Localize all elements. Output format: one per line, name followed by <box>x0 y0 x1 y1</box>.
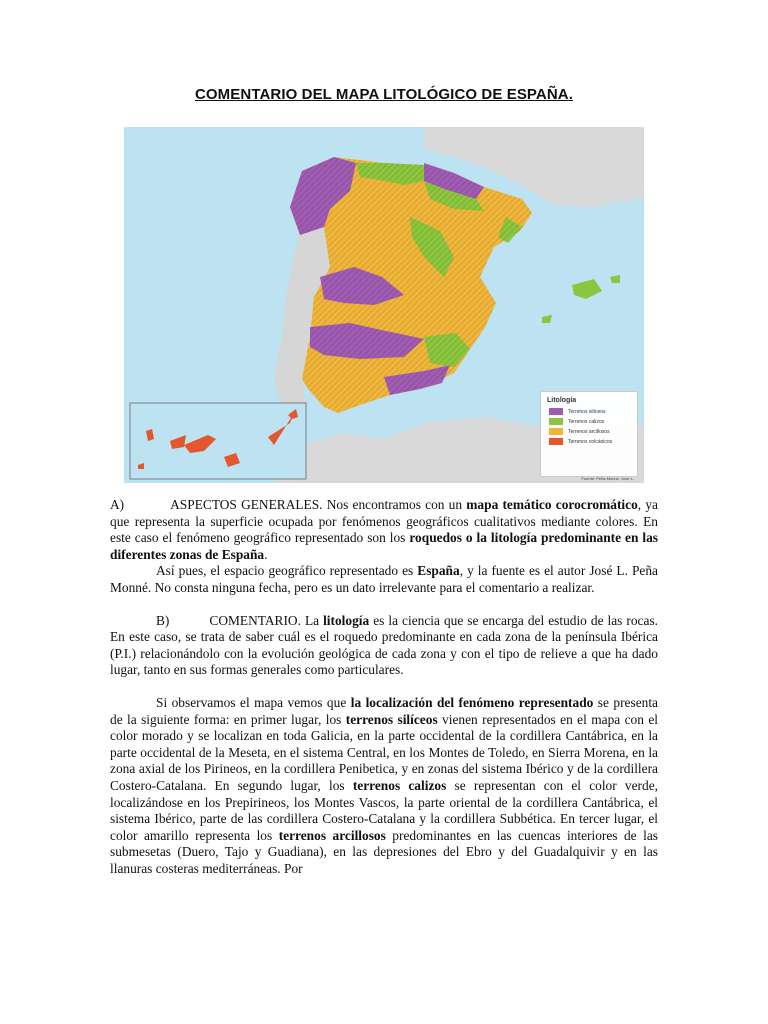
map-legend <box>540 391 638 477</box>
bold-text: terrenos arcillosos <box>278 827 386 843</box>
body-text: se representan con el color verde, localizándose en los Prepirineos, los Montes Vascos, la parte oriental de la cordillera Cantábrica, el sistema Ibérico, parte de las cordillera Costero-Catalana y la cordillera Subbética. En tercer lugar, el color amarillo representa los <box>110 777 659 843</box>
legend-item <box>549 428 637 435</box>
bold-text: litología <box>323 612 370 628</box>
paragraph-aspectos-generales <box>110 497 658 563</box>
legend-item <box>549 438 637 445</box>
body-text: , y la fuente es el autor José L. Peña Monné. No consta ninguna fecha, pero es un dato irrelevante para el comentario a realizar. <box>110 563 658 595</box>
legend-swatch <box>549 438 563 445</box>
legend-label: Terrenos volcánicos <box>568 438 613 445</box>
paragraph-comentario <box>110 613 658 679</box>
body-text: vienen representados en el mapa con el color morado y se localizan en toda Galicia, en la parte occidental de la cordillera Cantábrica, en la parte occidental de la Meseta, en el sistema Central, en los Montes de Toledo, en Sierra Morena, en la zona axial de los Pirineos, en la cordillera Penibetica, y en zonas del sistema Ibérico y de la cordillera Costero-Catalana. En segundo lugar, los <box>110 711 658 793</box>
section-marker: A) <box>110 497 125 512</box>
body-text: . <box>264 546 268 562</box>
bold-text: la localización del fenómeno representado <box>350 694 594 710</box>
body-text: es la ciencia que se encarga del estudio de las rocas. En este caso, se trata de saber cuál es el roquedo predominante en cada zona de la península Ibérica (P.I.) relacionándolo con la evolución geológica de cada zona y con el tipo de relieve a que ha dado lugar, tanto en sus formas generales como particulares. <box>110 612 658 678</box>
legend-label: Terrenos calizos <box>568 418 605 425</box>
bold-text: terrenos calizos <box>352 777 447 793</box>
legend-label: Terrenos silíceos <box>568 408 606 415</box>
legend-swatch <box>549 428 563 435</box>
bold-text: roquedos o la litología predominante en las diferentes zonas de España <box>110 530 659 562</box>
body-text: Si observamos el mapa vemos que <box>156 694 351 710</box>
legend-swatch <box>549 418 563 425</box>
body-text: COMENTARIO. La <box>209 612 324 628</box>
legend-label: Terrenos arcillosos <box>568 428 610 435</box>
legend-title: Litología <box>547 397 577 404</box>
body-text: Así pues, el espacio geográfico representado es <box>156 563 418 579</box>
document-title: COMENTARIO DEL MAPA LITOLÓGICO DE ESPAÑA. <box>194 86 573 103</box>
lithological-map <box>124 127 644 483</box>
map-source: Fuente: Peña Monné, José L. <box>581 476 634 481</box>
bold-text: terrenos silíceos <box>345 711 438 727</box>
document-body <box>110 497 658 877</box>
canary-inset <box>130 403 306 479</box>
bold-text: España <box>417 563 460 579</box>
legend-item <box>549 408 637 415</box>
paragraph-localizacion <box>110 695 658 878</box>
body-text: se presenta de la siguiente forma: en primer lugar, los <box>110 694 658 727</box>
body-text: predominantes en las cuencas interiores de las submesetas (Duero, Tajo y Guadiana), en las depresiones del Ebro y del Guadalquivir y en las llanuras costeras mediterráneas. Por <box>110 827 658 876</box>
bold-text: mapa temático corocromático <box>466 497 638 512</box>
paragraph-espacio-geografico <box>110 563 658 596</box>
legend-swatch <box>549 408 563 415</box>
body-text: , ya que representa la superficie ocupada por fenómenos geográficos cualitativos mediante colores. En este caso el fenómeno geográfico representado son los <box>110 497 658 546</box>
legend-item <box>549 418 637 425</box>
body-text: ASPECTOS GENERALES. Nos encontramos con un <box>170 497 467 512</box>
section-marker: B) <box>156 612 170 628</box>
